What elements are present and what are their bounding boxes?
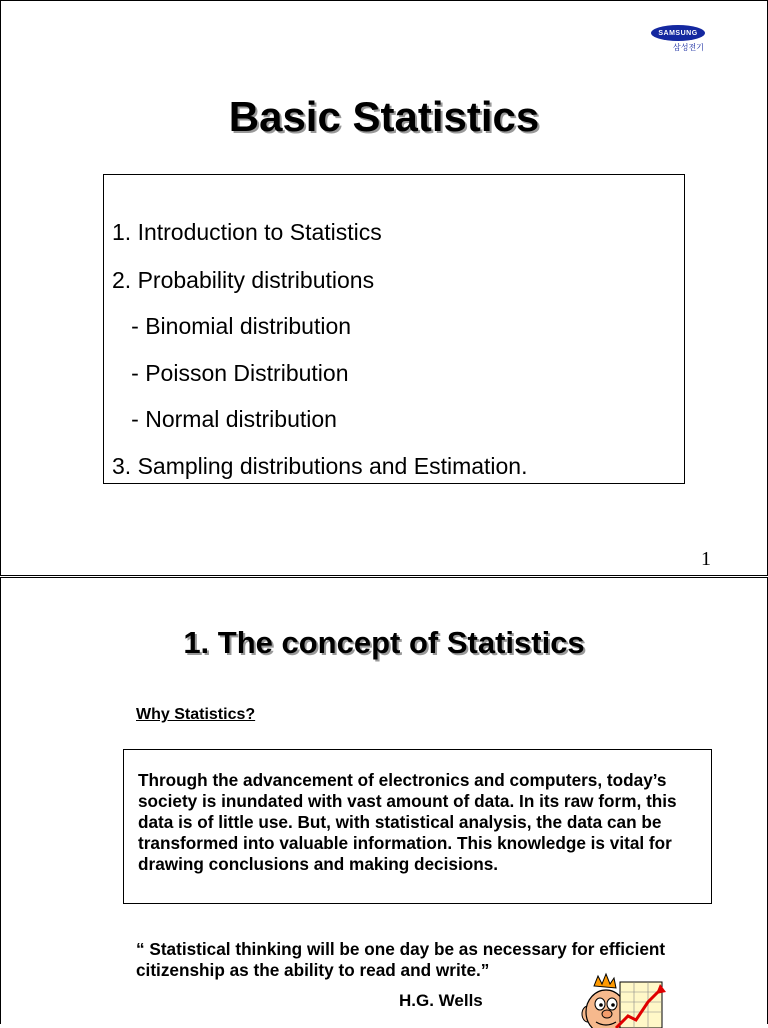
body-text: Through the advancement of electronics and computers, today’s society is inundated with vast amount of data. In its raw form, this data is of little use. But, with statistical analysis, the data can be transformed into valuable information. This knowledge is vital for drawing conclusions and making decisions. <box>138 770 677 874</box>
samsung-logo-subtitle: 삼성전기 <box>673 43 704 52</box>
slide-2-title: 1. The concept of Statistics <box>183 625 585 660</box>
toc-item: 1. Introduction to Statistics <box>112 219 382 245</box>
page-number: 1 <box>701 548 711 570</box>
samsung-logo <box>651 25 707 55</box>
cartoon-face-icon <box>582 974 626 1028</box>
samsung-logo-text: SAMSUNG <box>658 29 698 37</box>
toc-item: - Binomial distribution <box>112 313 352 339</box>
quote-author: H.G. Wells <box>399 991 483 1010</box>
subheading: Why Statistics? <box>136 706 256 723</box>
toc-item: 3. Sampling distributions and Estimation. <box>112 453 528 479</box>
toc-box <box>103 174 685 484</box>
toc-item: - Normal distribution <box>112 406 337 432</box>
slide-1-title: Basic Statistics <box>228 93 540 140</box>
quote-text: “ Statistical thinking will be one day be as necessary for efficient citizenship as the ability to read and write.” <box>136 939 666 980</box>
body-box <box>123 749 712 904</box>
toc-item: 2. Probability distributions <box>112 267 375 293</box>
cartoon-illustration <box>556 968 676 1028</box>
rising-chart-icon <box>616 982 666 1028</box>
slide-2 <box>0 577 768 1024</box>
samsung-logo-oval <box>651 25 705 41</box>
toc-item: - Poisson Distribution <box>112 360 349 386</box>
